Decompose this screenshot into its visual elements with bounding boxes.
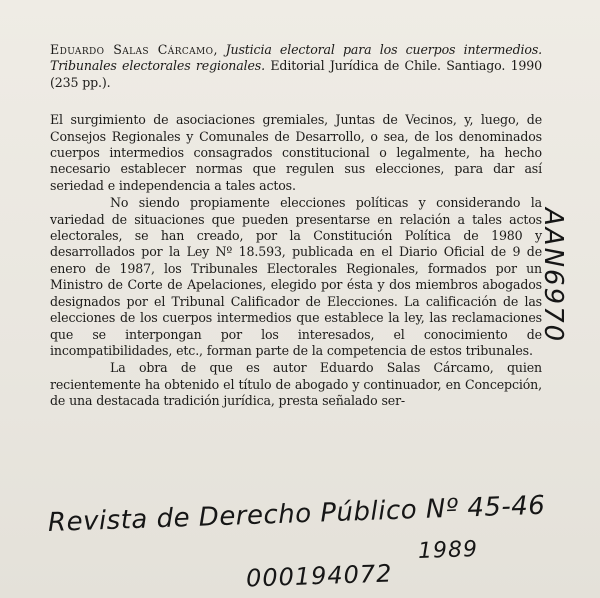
- paragraph-2: No siendo propiamente elecciones políticas y considerando la variedad de situaciones que pueden presentarse en relación a tales actos electorales, se han creado, por la Constitución Política de 1980 y desarrollados por la Ley Nº 18.593, publicada en el Diario Oficial de 9 de enero de 1987, los Tribunales Electorales Regionales, formados por un Ministro de Corte de Apelaciones, elegido por ésta y dos miembros abogados designados por el Tribunal Calificador de Elecciones. La calificación de las elecciones de los cuerpos intermedios que establece la ley, las reclamaciones que se interpongan por los interesados, el conocimiento de incompatibilidades, etc., forman parte de la competencia de estos tribunales.: [50, 195, 542, 358]
- review-text: [50, 42, 542, 410]
- handwritten-margin-code: AAN6970: [538, 208, 568, 344]
- book-citation: [50, 42, 542, 91]
- citation-publication: Editorial Jurídica de Chile. Santiago. 1990 (235 pp.).: [50, 58, 543, 90]
- handwritten-journal-note: Revista de Derecho Público Nº 45-46: [47, 490, 546, 538]
- citation-title: Justicia electoral para los cuerpos intermedios. Tribunales electorales regionales.: [50, 42, 542, 74]
- citation-separator: ,: [213, 42, 218, 57]
- handwritten-record-id: 000194072: [245, 559, 393, 593]
- handwritten-year: 1989: [417, 536, 479, 565]
- citation-author: Eduardo Salas Cárcamo: [50, 42, 214, 57]
- paragraph-1: El surgimiento de asociaciones gremiales, Juntas de Vecinos, y, luego, de Consejos Regionales y Comunales de Desarrollo, o sea, de los denominados cuerpos intermedios consagrados constitucional o legalmente, ha hecho necesario establecer normas que regulen sus elecciones, para dar así seriedad e independencia a tales actos.: [50, 112, 542, 193]
- paragraph-3: La obra de que es autor Eduardo Salas Cárcamo, quien recientemente ha obtenido el título de abogado y continuador, en Concepción, de una destacada tradición jurídica, presta señalado ser-: [50, 360, 542, 409]
